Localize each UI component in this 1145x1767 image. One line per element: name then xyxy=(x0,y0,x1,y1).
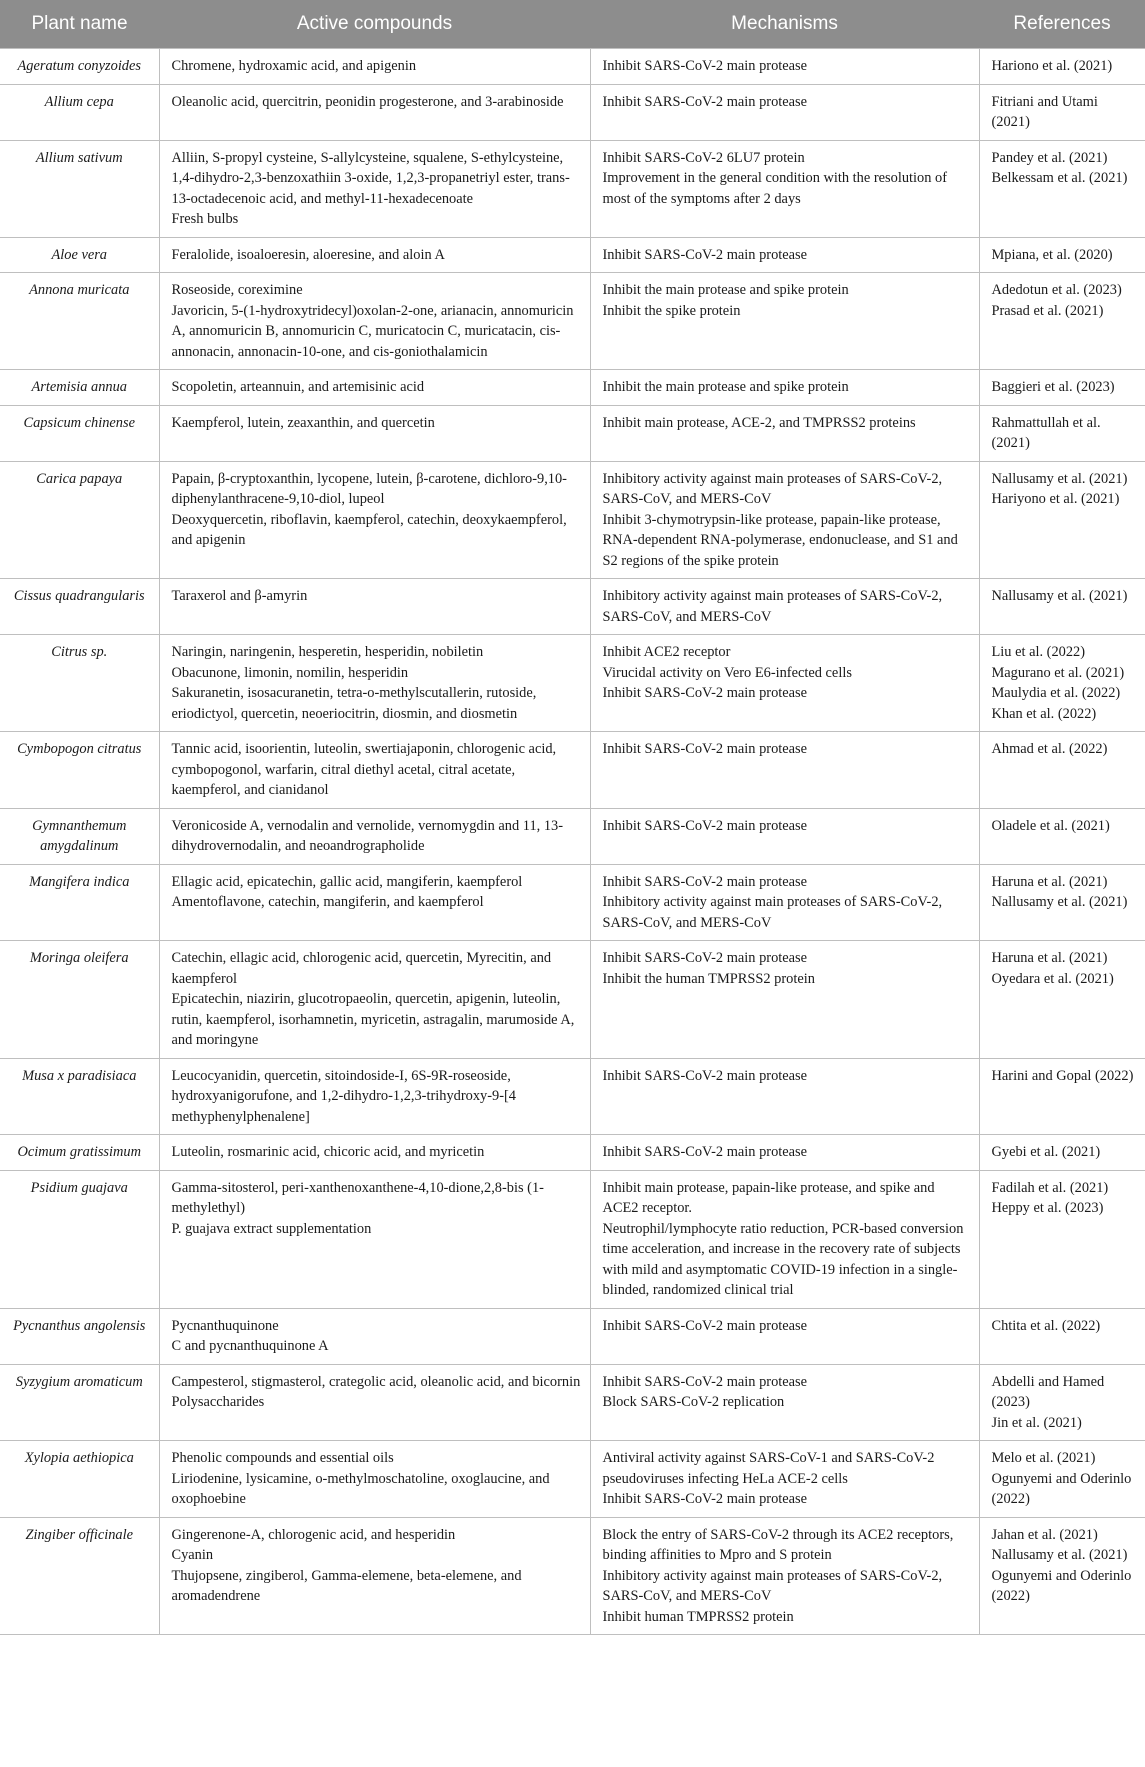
mechanism-line: Inhibit the main protease and spike protein xyxy=(602,282,849,298)
mechanisms-cell xyxy=(590,84,979,140)
plant-name-cell: Xylopia aethiopica xyxy=(0,1441,159,1518)
header-row xyxy=(0,0,1145,49)
references-cell xyxy=(979,579,1145,635)
table-row xyxy=(0,140,1145,237)
mechanism-line: Inhibit SARS-CoV-2 main protease xyxy=(602,1491,808,1507)
table-row xyxy=(0,635,1145,732)
compound-line: Alliin, S-propyl cysteine, S-allylcysteine, squalene, S-ethylcysteine, 1,4-dihydro-2,3-benzoxathiin 3-oxide, 1,2,3-propanetriyl ester, trans-13-octadecenoic acid, and methyl-11-hexadecenoate xyxy=(171,149,570,207)
references-cell xyxy=(979,273,1145,370)
references-cell xyxy=(979,1058,1145,1135)
plant-name-cell: Capsicum chinense xyxy=(0,405,159,461)
references-cell xyxy=(979,405,1145,461)
compound-line: Polysaccharides xyxy=(171,1394,265,1410)
table-row xyxy=(0,579,1145,635)
compounds-cell xyxy=(159,864,590,941)
mechanism-line: Inhibit SARS-CoV-2 main protease xyxy=(602,685,808,701)
compound-line: Gamma-sitosterol, peri-xanthenoxanthene-4,10-dione,2,8-bis (1-methylethyl) xyxy=(171,1179,544,1216)
compound-line: P. guajava extract supplementation xyxy=(171,1220,372,1237)
table-row xyxy=(0,1308,1145,1364)
mechanisms-cell xyxy=(590,405,979,461)
table-row xyxy=(0,237,1145,273)
compound-line: Phenolic compounds and essential oils xyxy=(171,1450,394,1466)
mechanism-line: Virucidal activity on Vero E6-infected cells xyxy=(602,664,852,681)
header-references: References xyxy=(979,0,1145,49)
mechanisms-cell xyxy=(590,864,979,941)
table-row xyxy=(0,461,1145,579)
plant-name-cell: Allium cepa xyxy=(0,84,159,140)
plant-name-cell: Gymnanthemum amygdalinum xyxy=(0,808,159,864)
plant-name-cell: Allium sativum xyxy=(0,140,159,237)
references-cell xyxy=(979,1517,1145,1635)
mechanisms-cell xyxy=(590,140,979,237)
compounds-cell xyxy=(159,405,590,461)
mechanisms-cell xyxy=(590,237,979,273)
compounds-cell xyxy=(159,1364,590,1441)
mechanisms-cell xyxy=(590,732,979,809)
compounds-cell xyxy=(159,1517,590,1635)
compound-line: Pycnanthuquinone xyxy=(171,1317,279,1334)
reference-line: Nallusamy et al. (2021) xyxy=(991,894,1128,910)
table-header xyxy=(0,0,1145,49)
reference-line: Baggieri et al. (2023) xyxy=(991,379,1115,395)
reference-line: Haruna et al. (2021) xyxy=(991,873,1108,890)
mechanism-line: Inhibitory activity against main proteases of SARS-CoV-2, SARS-CoV, and MERS-CoV xyxy=(602,470,943,507)
compounds-cell xyxy=(159,84,590,140)
compound-line: Campesterol, stigmasterol, crategolic acid, oleanolic acid, and bicornin xyxy=(171,1373,581,1390)
mechanism-line: Neutrophil/lymphocyte ratio reduction, PCR-based conversion time acceleration, and increase in the recovery rate of subjects with mild and asymptomatic COVID-19 infection in a single-blinded, randomized clinical trial xyxy=(602,1220,964,1298)
table-row xyxy=(0,732,1145,809)
compounds-cell xyxy=(159,273,590,370)
compounds-cell xyxy=(159,635,590,732)
references-cell xyxy=(979,1135,1145,1171)
compound-line: Tannic acid, isoorientin, luteolin, swertiajaponin, chlorogenic acid, cymbopogonol, warfarin, citral diethyl acetal, citral acetate, kaempferol, and cianidanol xyxy=(171,741,557,798)
references-cell xyxy=(979,370,1145,406)
mechanism-line: Inhibitory activity against main proteases of SARS-CoV-2, SARS-CoV, and MERS-CoV xyxy=(602,588,943,625)
references-cell xyxy=(979,635,1145,732)
mechanism-line: Inhibit SARS-CoV-2 6LU7 protein xyxy=(602,149,805,166)
compound-line: Chromene, hydroxamic acid, and apigenin xyxy=(171,58,417,74)
mechanism-line: Inhibit SARS-CoV-2 main protease xyxy=(602,58,808,74)
mechanism-line: Inhibit SARS-CoV-2 main protease xyxy=(602,873,808,890)
plant-name-cell: Carica papaya xyxy=(0,461,159,579)
compounds-cell xyxy=(159,808,590,864)
plant-name-cell: Syzygium aromaticum xyxy=(0,1364,159,1441)
compound-line: Amentoflavone, catechin, mangiferin, and kaempferol xyxy=(171,894,484,910)
references-cell xyxy=(979,1308,1145,1364)
reference-line: Nallusamy et al. (2021) xyxy=(991,588,1128,604)
header-plant-name: Plant name xyxy=(0,0,159,49)
mechanism-line: Antiviral activity against SARS-CoV-1 and SARS-CoV-2 pseudoviruses infecting HeLa ACE-2 cells xyxy=(602,1450,935,1487)
table-row xyxy=(0,808,1145,864)
reference-line: Jin et al. (2021) xyxy=(991,1414,1082,1431)
mechanism-line: Block the entry of SARS-CoV-2 through its ACE2 receptors, binding affinities to Mpro and S protein xyxy=(602,1526,954,1563)
reference-line: Chtita et al. (2022) xyxy=(991,1317,1101,1334)
compounds-cell xyxy=(159,1170,590,1308)
compound-line: Fresh bulbs xyxy=(171,211,239,227)
reference-line: Mpiana, et al. (2020) xyxy=(991,246,1113,263)
mechanisms-cell xyxy=(590,370,979,406)
header-mechanisms: Mechanisms xyxy=(590,0,979,49)
plant-name-cell: Citrus sp. xyxy=(0,635,159,732)
reference-line: Ahmad et al. (2022) xyxy=(991,741,1108,757)
compound-line: Javoricin, 5-(1-hydroxytridecyl)oxolan-2-one, arianacin, annomuricin A, annomuricin B, annomuricin C, muricatocin C, muricatacin, cis-annonacin, annonacin-10-one, and cis-goniothalamicin xyxy=(171,302,574,360)
references-cell xyxy=(979,1364,1145,1441)
reference-line: Ogunyemi and Oderinlo (2022) xyxy=(991,1567,1132,1604)
reference-line: Pandey et al. (2021) xyxy=(991,149,1108,166)
table-row xyxy=(0,273,1145,370)
mechanism-line: Inhibit human TMPRSS2 protein xyxy=(602,1608,794,1625)
mechanism-line: Inhibit the spike protein xyxy=(602,302,741,319)
table-row xyxy=(0,1364,1145,1441)
reference-line: Oladele et al. (2021) xyxy=(991,817,1110,834)
reference-line: Adedotun et al. (2023) xyxy=(991,282,1122,298)
references-cell xyxy=(979,732,1145,809)
mechanism-line: Inhibitory activity against main proteases of SARS-CoV-2, SARS-CoV, and MERS-CoV xyxy=(602,1567,943,1604)
mechanisms-cell xyxy=(590,461,979,579)
plant-name-cell: Ageratum conyzoides xyxy=(0,49,159,85)
references-cell xyxy=(979,808,1145,864)
mechanisms-cell xyxy=(590,1135,979,1171)
mechanism-line: Inhibit main protease, papain-like protease, and spike and ACE2 receptor. xyxy=(602,1179,935,1216)
references-cell xyxy=(979,237,1145,273)
reference-line: Oyedara et al. (2021) xyxy=(991,970,1114,987)
mechanisms-cell xyxy=(590,1170,979,1308)
reference-line: Magurano et al. (2021) xyxy=(991,664,1125,681)
plant-name-cell: Aloe vera xyxy=(0,237,159,273)
mechanisms-cell xyxy=(590,808,979,864)
plant-name-cell: Mangifera indica xyxy=(0,864,159,941)
plant-name-cell: Cymbopogon citratus xyxy=(0,732,159,809)
mechanisms-cell xyxy=(590,635,979,732)
reference-line: Liu et al. (2022) xyxy=(991,644,1086,660)
compounds-cell xyxy=(159,579,590,635)
mechanisms-cell xyxy=(590,1308,979,1364)
compounds-cell xyxy=(159,1308,590,1364)
compound-line: Scopoletin, arteannuin, and artemisinic acid xyxy=(171,379,425,395)
compound-line: Roseoside, coreximine xyxy=(171,282,303,298)
compound-line: Thujopsene, zingiberol, Gamma-elemene, beta-elemene, and aromadendrene xyxy=(171,1567,522,1604)
plant-name-cell: Pycnanthus angolensis xyxy=(0,1308,159,1364)
mechanisms-cell xyxy=(590,579,979,635)
references-cell xyxy=(979,1441,1145,1518)
mechanism-line: Inhibit SARS-CoV-2 main protease xyxy=(602,1373,808,1390)
reference-line: Fitriani and Utami (2021) xyxy=(991,93,1098,130)
plant-name-cell: Psidium guajava xyxy=(0,1170,159,1308)
compound-line: Leucocyanidin, quercetin, sitoindoside-I, 6S-9R-roseoside, hydroxyanigorufone, and 1,2-dihydro-1,2,3-trihydroxy-9-[4 methyphenylphenalene] xyxy=(171,1067,516,1125)
compound-line: Obacunone, limonin, nomilin, hesperidin xyxy=(171,664,409,681)
table-row xyxy=(0,49,1145,85)
compound-line: Kaempferol, lutein, zeaxanthin, and quercetin xyxy=(171,414,435,431)
reference-line: Harini and Gopal (2022) xyxy=(991,1067,1134,1084)
compound-line: Oleanolic acid, quercitrin, peonidin progesterone, and 3-arabinoside xyxy=(171,93,564,110)
reference-line: Prasad et al. (2021) xyxy=(991,302,1104,319)
mechanisms-cell xyxy=(590,1517,979,1635)
plant-name-cell: Ocimum gratissimum xyxy=(0,1135,159,1171)
mechanism-line: Inhibit SARS-CoV-2 main protease xyxy=(602,741,808,757)
table-row xyxy=(0,1441,1145,1518)
mechanism-line: Block SARS-CoV-2 replication xyxy=(602,1394,785,1410)
reference-line: Maulydia et al. (2022) xyxy=(991,685,1121,701)
compounds-cell xyxy=(159,1058,590,1135)
table-row xyxy=(0,864,1145,941)
compound-line: Taraxerol and β-amyrin xyxy=(171,588,308,604)
references-cell xyxy=(979,461,1145,579)
mechanism-line: Inhibit SARS-CoV-2 main protease xyxy=(602,1317,808,1334)
plant-name-cell: Zingiber officinale xyxy=(0,1517,159,1635)
table-row xyxy=(0,84,1145,140)
reference-line: Ogunyemi and Oderinlo (2022) xyxy=(991,1470,1132,1507)
reference-line: Nallusamy et al. (2021) xyxy=(991,470,1128,487)
references-cell xyxy=(979,864,1145,941)
mechanism-line: Inhibit SARS-CoV-2 main protease xyxy=(602,1067,808,1084)
compounds-cell xyxy=(159,1441,590,1518)
reference-line: Rahmattullah et al. (2021) xyxy=(991,414,1101,451)
plant-name-cell: Annona muricata xyxy=(0,273,159,370)
mechanisms-cell xyxy=(590,941,979,1059)
compound-line: Luteolin, rosmarinic acid, chicoric acid, and myricetin xyxy=(171,1144,485,1160)
compounds-cell xyxy=(159,941,590,1059)
mechanisms-cell xyxy=(590,1058,979,1135)
reference-line: Melo et al. (2021) xyxy=(991,1450,1096,1466)
compound-line: Deoxyquercetin, riboflavin, kaempferol, catechin, deoxykaempferol, and apigenin xyxy=(171,511,567,548)
compounds-cell xyxy=(159,370,590,406)
compounds-cell xyxy=(159,237,590,273)
table-row xyxy=(0,1058,1145,1135)
table-row xyxy=(0,1170,1145,1308)
compound-line: Cyanin xyxy=(171,1547,214,1563)
compound-line: C and pycnanthuquinone A xyxy=(171,1338,329,1354)
mechanisms-cell xyxy=(590,1441,979,1518)
compound-line: Feralolide, isoaloeresin, aloeresine, and aloin A xyxy=(171,246,445,263)
mechanism-line: Inhibitory activity against main proteases of SARS-CoV-2, SARS-CoV, and MERS-CoV xyxy=(602,894,943,931)
compounds-cell xyxy=(159,461,590,579)
compounds-cell xyxy=(159,1135,590,1171)
header-active-compounds: Active compounds xyxy=(159,0,590,49)
mechanisms-cell xyxy=(590,273,979,370)
mechanism-line: Inhibit the main protease and spike protein xyxy=(602,379,849,395)
compound-line: Veronicoside A, vernodalin and vernolide, vernomygdin and 11, 13-dihydrovernodalin, and neoandrographolide xyxy=(171,817,564,854)
compound-line: Sakuranetin, isosacuranetin, tetra-o-methylscutallerin, rutoside, eriodictyol, quercetin, neoeriocitrin, diosmin, and diosmetin xyxy=(171,685,537,722)
compound-line: Naringin, naringenin, hesperetin, hesperidin, nobiletin xyxy=(171,644,484,660)
compound-line: Papain, β-cryptoxanthin, lycopene, lutein, β-carotene, dichloro-9,10-diphenylanthracene-9,10-diol, lupeol xyxy=(171,470,567,507)
reference-line: Hariono et al. (2021) xyxy=(991,58,1113,74)
mechanism-line: Inhibit the human TMPRSS2 protein xyxy=(602,970,815,987)
reference-line: Gyebi et al. (2021) xyxy=(991,1144,1101,1160)
plant-name-cell: Artemisia annua xyxy=(0,370,159,406)
table-row xyxy=(0,1517,1145,1635)
table-row xyxy=(0,1135,1145,1171)
mechanism-line: Inhibit SARS-CoV-2 main protease xyxy=(602,93,808,110)
compound-line: Liriodenine, lysicamine, o-methylmoschatoline, oxoglaucine, and oxophoebine xyxy=(171,1470,550,1507)
compound-line: Gingerenone-A, chlorogenic acid, and hesperidin xyxy=(171,1526,456,1543)
reference-line: Nallusamy et al. (2021) xyxy=(991,1547,1128,1563)
mechanisms-cell xyxy=(590,1364,979,1441)
plant-name-cell: Cissus quadrangularis xyxy=(0,579,159,635)
table-row xyxy=(0,405,1145,461)
references-cell xyxy=(979,1170,1145,1308)
mechanisms-cell xyxy=(590,49,979,85)
mechanism-line: Inhibit SARS-CoV-2 main protease xyxy=(602,246,808,263)
reference-line: Abdelli and Hamed (2023) xyxy=(991,1373,1105,1410)
references-cell xyxy=(979,84,1145,140)
compound-line: Epicatechin, niazirin, glucotropaeolin, quercetin, apigenin, luteolin, rutin, kaempferol, isorhamnetin, myricetin, astragalin, marumoside A, and moringyne xyxy=(171,991,575,1048)
mechanism-line: Inhibit main protease, ACE-2, and TMPRSS2 proteins xyxy=(602,414,916,431)
mechanism-line: Inhibit SARS-CoV-2 main protease xyxy=(602,1144,808,1160)
reference-line: Fadilah et al. (2021) xyxy=(991,1179,1109,1196)
mechanism-line: Improvement in the general condition with the resolution of most of the symptoms after 2 days xyxy=(602,170,947,207)
reference-line: Heppy et al. (2023) xyxy=(991,1200,1104,1216)
reference-line: Khan et al. (2022) xyxy=(991,705,1097,722)
plant-name-cell: Moringa oleifera xyxy=(0,941,159,1059)
compounds-cell xyxy=(159,49,590,85)
compounds-cell xyxy=(159,732,590,809)
reference-line: Jahan et al. (2021) xyxy=(991,1526,1098,1543)
table-row xyxy=(0,941,1145,1059)
table-row xyxy=(0,370,1145,406)
mechanism-line: Inhibit SARS-CoV-2 main protease xyxy=(602,950,808,966)
references-cell xyxy=(979,49,1145,85)
references-cell xyxy=(979,140,1145,237)
mechanism-line: Inhibit 3-chymotrypsin-like protease, papain-like protease, RNA-dependent RNA-polymerase, endonuclease, and S1 and S2 regions of the spike protein xyxy=(602,511,958,569)
compound-line: Ellagic acid, epicatechin, gallic acid, mangiferin, kaempferol xyxy=(171,873,523,890)
compound-line: Catechin, ellagic acid, chlorogenic acid, quercetin, Myrecitin, and kaempferol xyxy=(171,950,552,987)
mechanism-line: Inhibit ACE2 receptor xyxy=(602,644,731,660)
mechanism-line: Inhibit SARS-CoV-2 main protease xyxy=(602,817,808,834)
reference-line: Hariyono et al. (2021) xyxy=(991,491,1120,507)
reference-line: Belkessam et al. (2021) xyxy=(991,170,1128,186)
reference-line: Haruna et al. (2021) xyxy=(991,950,1108,966)
plant-name-cell: Musa x paradisiaca xyxy=(0,1058,159,1135)
compounds-cell xyxy=(159,140,590,237)
table-body xyxy=(0,49,1145,1635)
references-cell xyxy=(979,941,1145,1059)
